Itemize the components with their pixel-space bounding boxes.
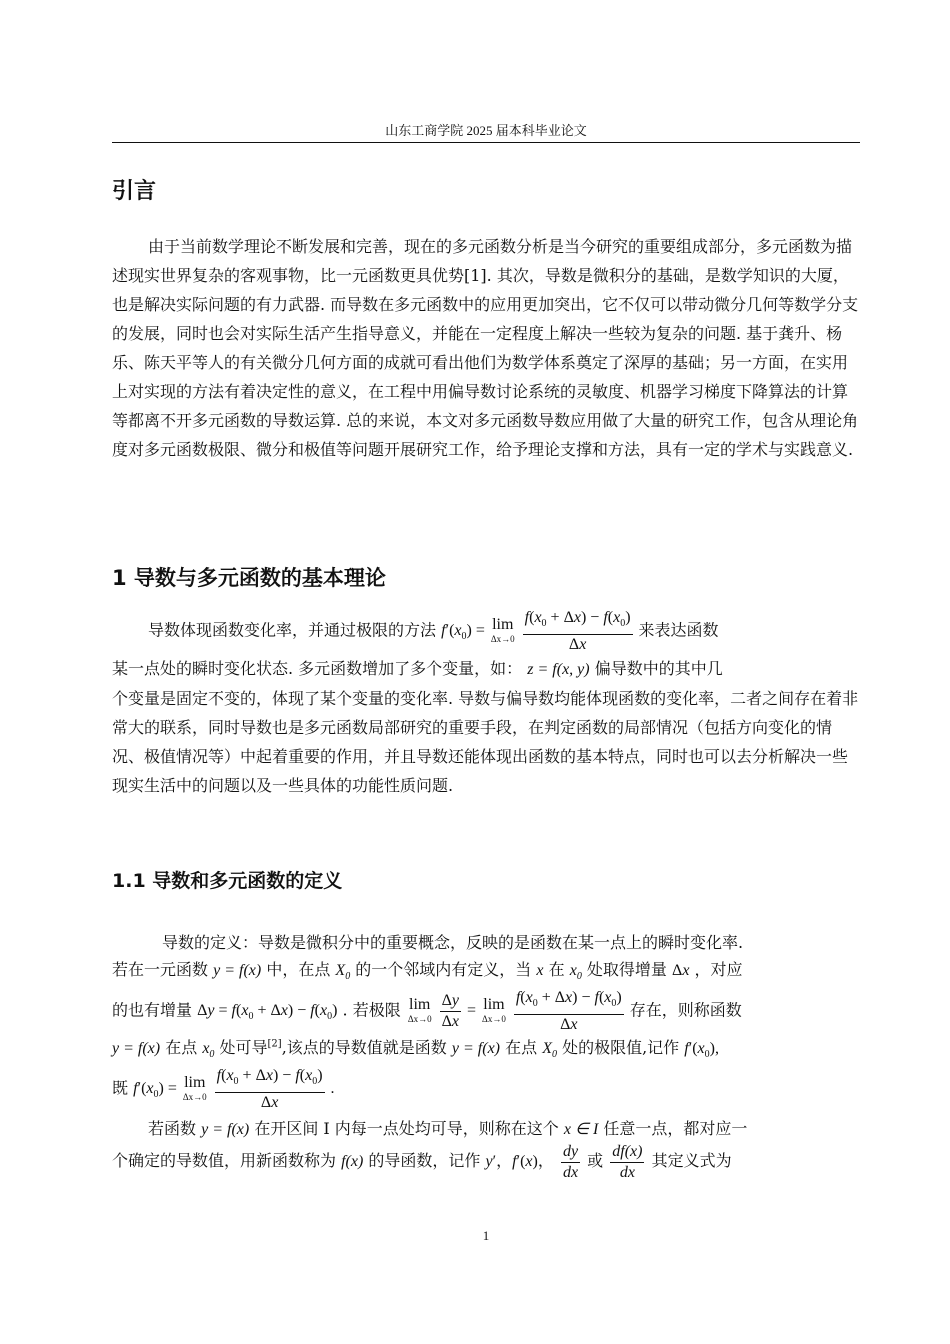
citation-2[interactable]: [2] bbox=[267, 1038, 282, 1050]
subsection-line-7: 个确定的导数值，用新函数称为 f(x) 的导函数，记作 y′，f′(x)， $\frac{dy}{dx}$ 或 $\frac{df(x)}{dx}$ 其定义式为 bbox=[112, 1143, 732, 1181]
subsection-line-5: 既 $f'(x_0) = \lim$ Δx→0 $\frac{f(x_0 + \Delta x) - f(x_0)}{\Delta x}$ . bbox=[112, 1067, 335, 1112]
intro-heading: 引言 bbox=[112, 179, 157, 204]
limit-definition-formula: lim Δx→0 $\frac{\Delta y}{\Delta x}$ = lim Δx→0 $\frac{f(x_0 + \Delta x) - f(x_0)}{\Delta x}$ bbox=[407, 989, 622, 1034]
derivative-definition-formula: $f'(x_0) = \lim$ Δx→0 $\frac{f(x_0 + \Delta x) - f(x_0)}{\Delta x}$ . bbox=[133, 1067, 335, 1112]
running-header: 山东工商学院 2025 届本科毕业论文 bbox=[385, 123, 587, 138]
multivar-function: z = f(x, y) bbox=[527, 661, 590, 678]
subsection-line-3: 的也有增量 $\Delta y = f(x_0 + \Delta x) - f(x_0)$ . 若极限 lim Δx→0 $\frac{\Delta y}{\Delta x}$ = lim Δx→0 $\frac{f(x_0 + \Delta x) - f(x_0)}{\Delta x}$ 存在，则称函数 bbox=[112, 989, 742, 1034]
section-1-line-2: 某一点处的瞬时变化状态. 多元函数增加了多个变量，如： z = f(x, y) 偏导数中的其中几 bbox=[112, 659, 723, 678]
subsection-line-2: 若在一元函数 y = f(x) 中，在点 $X_0$ 的一个邻域内有定义，当 x 在 $x_0$ 处取得增量 Δx ，对应 bbox=[112, 960, 743, 983]
section-1-paragraph-rest: 个变量是固定不变的，体现了某个变量的变化率. 导数与偏导数均能体现函数的变化率，二者之间存在着非常大的联系，同时导数也是多元函数局部研究的重要手段，在判定函数的局部情况（包括方向变化的情况、极值情况等）中起着重要的作用，并且导数还能体现出函数的基本特点，同时也可以去分析解决一些现实生活中的问题以及一些具体的功能性质问题. bbox=[112, 689, 859, 795]
section-1-line-1: 导数体现函数变化率，并通过极限的方法 $f'(x_0) = \lim$ Δx→0 $\frac{f(x_0 + \Delta x) - f(x_0)}{\Delta x}$ 来表达函数 bbox=[148, 609, 719, 654]
header-rule bbox=[112, 142, 860, 143]
section-1-heading: 1 导数与多元函数的基本理论 bbox=[112, 566, 386, 590]
subsection-1-1-heading: 1.1 导数和多元函数的定义 bbox=[112, 870, 343, 892]
subsection-line-4: y = f(x) 在点 $x_0$ 处可导[2],该点的导数值就是函数 y = f(x) 在点 $X_0$ 处的极限值,记作 $f'(x_0)$, bbox=[112, 1038, 719, 1061]
page-number: 1 bbox=[482, 1228, 490, 1243]
derivative-formula: $f'(x_0) = \lim$ Δx→0 $\frac{f(x_0 + \Delta x) - f(x_0)}{\Delta x}$ bbox=[441, 609, 631, 654]
intro-paragraph: 由于当前数学理论不断发展和完善，现在的多元函数分析是当今研究的重要组成部分，多元函数为描述现实世界复杂的客观事物，比一元函数更具优势[1]. 其次，导数是微积分的基础，是数学知识的大厦，也是解决实际问题的有力武器. 而导数在多元函数中的应用更加突出，它不仅可以带动微分几何等数学分支的发展，同时也会对实际生活产生指导意义，并能在一定程度上解决一些较为复杂的问题. 基于龚升、杨乐、陈天平等人的有关微分几何方面的成就可看出他们为数学体系奠定了深厚的基础；另一方面，在实用上对实现的方法有着决定性的意义，在工程中用偏导数讨论系统的灵敏度、机器学习梯度下降算法的计算等都离不开多元函数的导数运算. 总的来说，本文对多元函数导数应用做了大量的研究工作，包含从理论角度对多元函数极限、微分和极值等问题开展研究工作，给予理论支撑和方法，具有一定的学术与实践意义. bbox=[112, 237, 859, 459]
subsection-line-6: 若函数 y = f(x) 在开区间 I 内每一点处均可导，则称在这个 x ∈ I 任意一点，都对应一 bbox=[148, 1119, 748, 1138]
subsection-line-1: 导数的定义：导数是微积分中的重要概念，反映的是函数在某一点上的瞬时变化率. bbox=[162, 933, 744, 952]
